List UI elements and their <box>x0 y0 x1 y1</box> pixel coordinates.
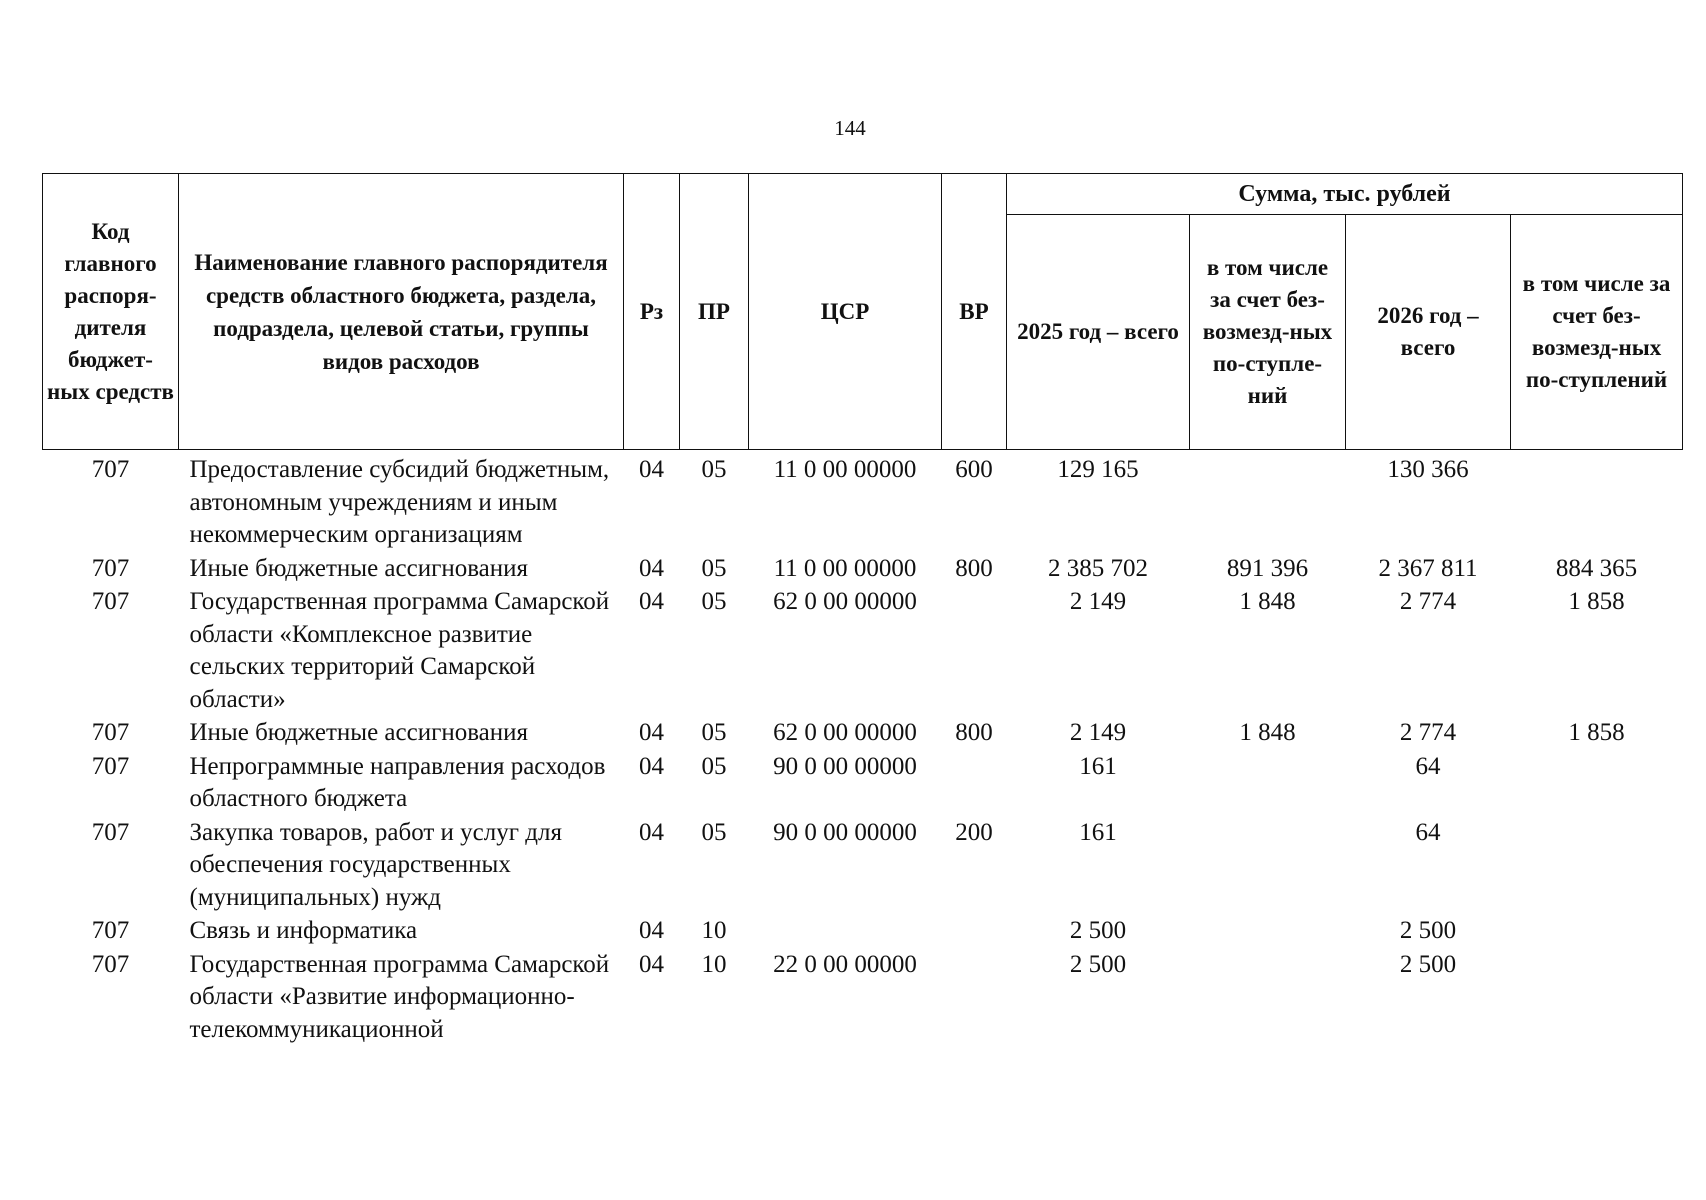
cell-code: 707 <box>91 818 130 846</box>
cell-vr <box>942 949 1007 1048</box>
cell-total-2026: 130 366 <box>1387 456 1469 483</box>
budget-table <box>42 173 1683 1047</box>
page-number: 144 <box>834 116 866 140</box>
cell-total-2026: 2 774 <box>1399 719 1457 746</box>
cell-rz: 04 <box>639 719 664 746</box>
cell-rz: 04 <box>639 752 664 780</box>
cell-vr <box>942 586 1007 717</box>
cell-rz: 04 <box>639 456 664 483</box>
cell-grant-2026: 1 858 <box>1568 719 1625 746</box>
cell-vr: 200 <box>955 818 993 846</box>
cell-csr: 22 0 00 00000 <box>773 950 917 978</box>
cell-name: Предоставление субсидий бюджетным, автономным учреждениям и иным некоммерческим организациям <box>189 456 610 548</box>
cell-vr: 800 <box>955 719 993 746</box>
cell-total-2025: 2 149 <box>1069 719 1127 746</box>
header-grant-2026: в том числе за счет без-возмезд-ных по-ступлений <box>1511 215 1683 450</box>
cell-grant-2025: 1 848 <box>1239 719 1296 746</box>
cell-name: Иные бюджетные ассигнования <box>189 554 529 582</box>
cell-grant-2026: 884 365 <box>1555 554 1638 582</box>
table-header <box>43 174 1683 450</box>
cell-grant-2026: 1 858 <box>1568 588 1625 615</box>
cell-rz: 04 <box>639 818 664 846</box>
cell-total-2026: 2 500 <box>1399 950 1457 978</box>
cell-rz: 04 <box>639 588 664 615</box>
header-csr: ЦСР <box>749 174 942 450</box>
cell-code: 707 <box>91 719 130 746</box>
cell-vr <box>942 915 1007 949</box>
cell-pr: 05 <box>701 456 727 483</box>
cell-csr: 90 0 00 00000 <box>773 752 917 780</box>
cell-grant-2025 <box>1190 817 1346 916</box>
cell-grant-2026 <box>1511 949 1683 1048</box>
table-row <box>43 450 1683 553</box>
cell-pr: 05 <box>701 719 727 746</box>
cell-csr: 90 0 00 00000 <box>773 818 917 846</box>
cell-code: 707 <box>91 588 130 615</box>
table-row <box>43 751 1683 817</box>
cell-grant-2025 <box>1190 751 1346 817</box>
cell-code: 707 <box>91 950 130 978</box>
header-name: Наименование главного распорядителя средств областного бюджета, раздела, подраздела, целевой статьи, группы видов расходов <box>179 174 624 450</box>
cell-total-2025: 129 165 <box>1057 456 1139 483</box>
header-code: Код главного распоря-дителя бюджет-ных средств <box>43 174 179 450</box>
cell-pr: 05 <box>701 752 727 780</box>
cell-code: 707 <box>91 752 130 780</box>
header-total-2025: 2025 год – всего <box>1007 215 1190 450</box>
cell-csr <box>749 915 942 949</box>
cell-name: Непрограммные направления расходов областного бюджета <box>189 752 606 812</box>
cell-total-2025: 2 500 <box>1069 917 1127 944</box>
cell-code: 707 <box>91 917 130 944</box>
cell-csr: 11 0 00 00000 <box>773 456 917 483</box>
cell-vr <box>942 751 1007 817</box>
cell-total-2025: 161 <box>1079 818 1117 846</box>
cell-rz: 04 <box>639 917 664 944</box>
cell-csr: 62 0 00 00000 <box>773 719 917 746</box>
cell-name: Государственная программа Самарской области «Комплексное развитие сельских территорий Самарской области» <box>189 588 610 713</box>
cell-total-2026: 2 367 811 <box>1378 554 1478 582</box>
cell-grant-2025 <box>1190 949 1346 1048</box>
header-sum-group: Сумма, тыс. рублей <box>1007 174 1683 215</box>
cell-total-2025: 2 385 702 <box>1048 554 1148 582</box>
cell-pr: 05 <box>701 818 727 846</box>
cell-code: 707 <box>91 456 130 483</box>
table-row <box>43 717 1683 751</box>
table-body <box>43 450 1683 1048</box>
table-row <box>43 817 1683 916</box>
cell-grant-2026 <box>1511 450 1683 553</box>
cell-grant-2025: 891 396 <box>1226 554 1309 582</box>
table-row <box>43 949 1683 1048</box>
cell-name: Государственная программа Самарской области «Развитие информационно-телекоммуникационной <box>189 950 610 1043</box>
cell-grant-2025 <box>1190 915 1346 949</box>
cell-grant-2026 <box>1511 751 1683 817</box>
cell-pr: 05 <box>701 588 727 615</box>
cell-pr: 05 <box>701 554 727 582</box>
cell-total-2026: 2 500 <box>1399 917 1457 944</box>
cell-pr: 10 <box>701 917 727 944</box>
cell-total-2025: 2 149 <box>1069 588 1127 615</box>
header-total-2026: 2026 год – всего <box>1346 215 1511 450</box>
cell-total-2026: 64 <box>1415 818 1441 846</box>
header-grant-2025: в том числе за счет без-возмезд-ных по-ступле-ний <box>1190 215 1346 450</box>
cell-grant-2025 <box>1190 450 1346 553</box>
table-row <box>43 915 1683 949</box>
header-vr: ВР <box>942 174 1007 450</box>
cell-vr: 800 <box>955 554 993 582</box>
cell-total-2025: 161 <box>1079 752 1117 780</box>
cell-csr: 11 0 00 00000 <box>773 554 917 582</box>
table-row <box>43 553 1683 587</box>
cell-grant-2026 <box>1511 915 1683 949</box>
cell-rz: 04 <box>639 554 664 582</box>
cell-grant-2026 <box>1511 817 1683 916</box>
cell-total-2026: 2 774 <box>1399 588 1457 615</box>
cell-grant-2025: 1 848 <box>1239 588 1296 615</box>
cell-total-2026: 64 <box>1415 752 1441 780</box>
cell-total-2025: 2 500 <box>1069 950 1127 978</box>
cell-name: Иные бюджетные ассигнования <box>189 719 529 746</box>
header-rz: Рз <box>624 174 680 450</box>
cell-name: Связь и информатика <box>189 917 418 944</box>
cell-code: 707 <box>91 554 130 582</box>
cell-rz: 04 <box>639 950 664 978</box>
header-pr: ПР <box>680 174 749 450</box>
cell-pr: 10 <box>701 950 727 978</box>
cell-vr: 600 <box>955 456 993 483</box>
table-row <box>43 586 1683 717</box>
cell-csr: 62 0 00 00000 <box>773 588 917 615</box>
cell-name: Закупка товаров, работ и услуг для обеспечения государственных (муниципальных) нужд <box>189 818 562 911</box>
